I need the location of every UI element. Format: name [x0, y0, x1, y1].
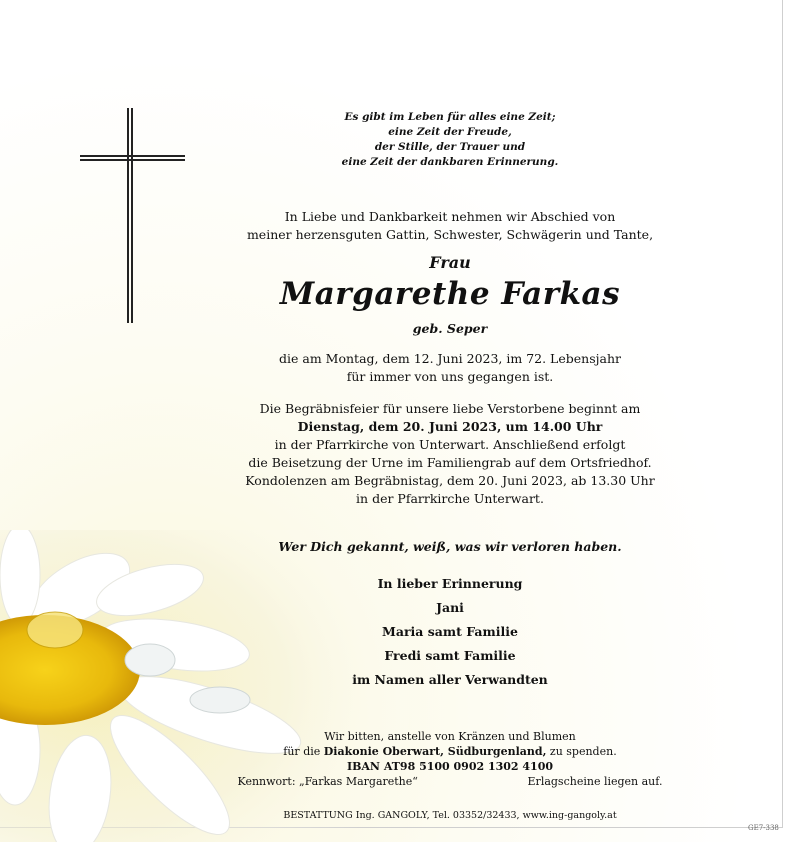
mourner-line: im Namen aller Verwandten — [352, 672, 548, 687]
poem-line: eine Zeit der dankbaren Erinnerung. — [341, 156, 559, 168]
maiden-name: geb. Seper — [412, 321, 488, 336]
intro-line: In Liebe und Dankbarkeit nehmen wir Abschied von — [284, 209, 616, 224]
funeral-line: in der Pfarrkirche von Unterwart. Anschließend erfolgt — [274, 437, 626, 452]
death-line: für immer von uns gegangen ist. — [346, 369, 554, 384]
poem-line: der Stille, der Trauer und — [374, 141, 526, 153]
funeral-home-footer: BESTATTUNG Ing. GANGOLY, Tel. 03352/32433, www.ing-gangoly.at — [283, 810, 617, 821]
condolences-line: Kondolenzen am Begräbnistag, dem 20. Juni 2023, ab 13.30 Uhr — [245, 473, 655, 488]
deceased-name: Margarethe Farkas — [279, 276, 621, 312]
opening-poem — [190, 110, 710, 170]
salutation: Frau — [429, 253, 471, 272]
funeral-details — [190, 400, 710, 472]
funeral-line: die Beisetzung der Urne im Familiengrab auf dem Ortsfriedhof. — [248, 455, 652, 470]
intro-line: meiner herzensguten Gattin, Schwester, Schwägerin und Tante, — [246, 227, 654, 242]
death-line: die am Montag, dem 12. Juni 2023, im 72. Lebensjahr — [279, 351, 621, 366]
funeral-line: Die Begräbnisfeier für unsere liebe Verstorbene beginnt am — [259, 401, 641, 416]
intro-text — [190, 208, 710, 244]
poem-line: eine Zeit der Freude, — [388, 126, 512, 138]
death-notice — [190, 350, 710, 386]
funeral-date: Dienstag, dem 20. Juni 2023, um 14.00 Uhr — [297, 419, 603, 434]
iban: IBAN AT98 5100 0902 1302 4100 — [346, 760, 554, 773]
mourner-line: Jani — [436, 600, 464, 615]
condolences-line: in der Pfarrkirche Unterwart. — [356, 491, 544, 506]
mourner-line: In lieber Erinnerung — [377, 576, 523, 591]
corner-code: GE7-338 — [748, 824, 779, 832]
memorial-quote: Wer Dich gekannt, weiß, was wir verloren haben. — [278, 539, 622, 554]
donation-line: Wir bitten, anstelle von Kränzen und Blumen — [324, 730, 576, 743]
mourner-line: Fredi samt Familie — [384, 648, 516, 663]
mourner-line: Maria samt Familie — [382, 624, 518, 639]
poem-line: Es gibt im Leben für alles eine Zeit; — [344, 111, 556, 123]
cross-icon — [80, 108, 185, 323]
mourners-list — [190, 575, 710, 695]
donation-request — [190, 729, 710, 789]
donation-keyword-line: Kennwort: „Farkas Margarethe“ Erlagscheine liegen auf. — [237, 775, 663, 788]
donation-recipient: für die Diakonie Oberwart, Südburgenland, zu spenden. — [283, 745, 617, 758]
condolences-info — [190, 472, 710, 508]
